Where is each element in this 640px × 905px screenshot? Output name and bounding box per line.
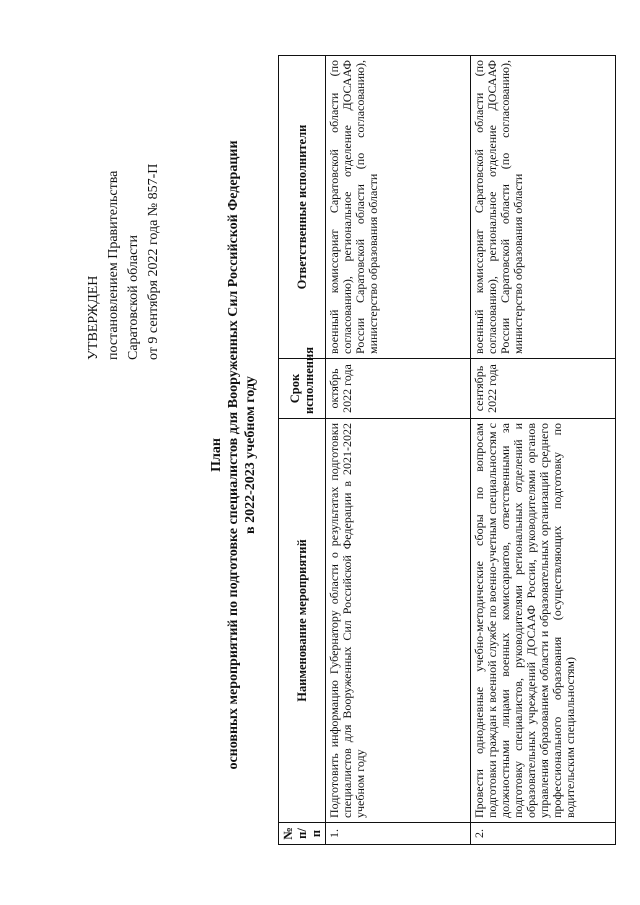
approval-line: Саратовской области [126,235,141,360]
row-term: октябрь 2022 года [326,359,471,419]
table-row [326,56,471,845]
title-subject: основных мероприятий по подготовке специалистов для Вооруженных Сил Российской Федерации [226,140,241,770]
title-year: в 2022-2023 учебном году [243,376,258,534]
header-responsible: Ответственные исполнители [279,56,326,359]
approval-heading: УТВЕРЖДЕН [86,275,101,360]
row-responsible: военный комиссариат Саратовской области (по согласованию), региональное отделение ДОСААФ России Саратовской области (по согласованию), министерство образования области [326,56,471,359]
row-responsible: военный комиссариат Саратовской области (по согласованию), региональное отделение ДОСААФ России Саратовской области (по согласованию), министерство образования области [471,56,616,359]
row-num: 2. [471,823,616,845]
table-row [471,56,616,845]
row-name: Провести однодневные учебно-методические сборы по вопросам подготовки граждан к военной службе по военно-учетным специальностям с должностными лицами военных комиссариатов, ответственными за подготовку специалистов, руководителями региональных отделений и образовательных учреждений ДОСААФ России, руководителями органов управления образованием области и образовательных организаций среднего профессионального образования (осуществляющих подготовку по водительским специальностям) [471,419,616,823]
approval-stamp [84,40,164,360]
table-header-row [279,56,326,845]
row-name: Подготовить информацию Губернатору области о результатах подготовки специалистов для Вооруженных Сил Российской Федерации в 2021-2022 учебном году [326,419,471,823]
plan-table [278,55,616,845]
approval-line: постановлением Правительства [106,170,121,360]
row-term: сентябрь 2022 года [471,359,616,419]
document-title [208,65,259,845]
title-plan: План [209,438,224,472]
approval-date: от 9 сентября 2022 года № 857-П [146,163,161,360]
row-num: 1. [326,823,471,845]
header-num: № п/п [279,823,326,845]
header-name: Наименование мероприятий [279,419,326,823]
header-term: Срок исполнения [279,359,326,419]
